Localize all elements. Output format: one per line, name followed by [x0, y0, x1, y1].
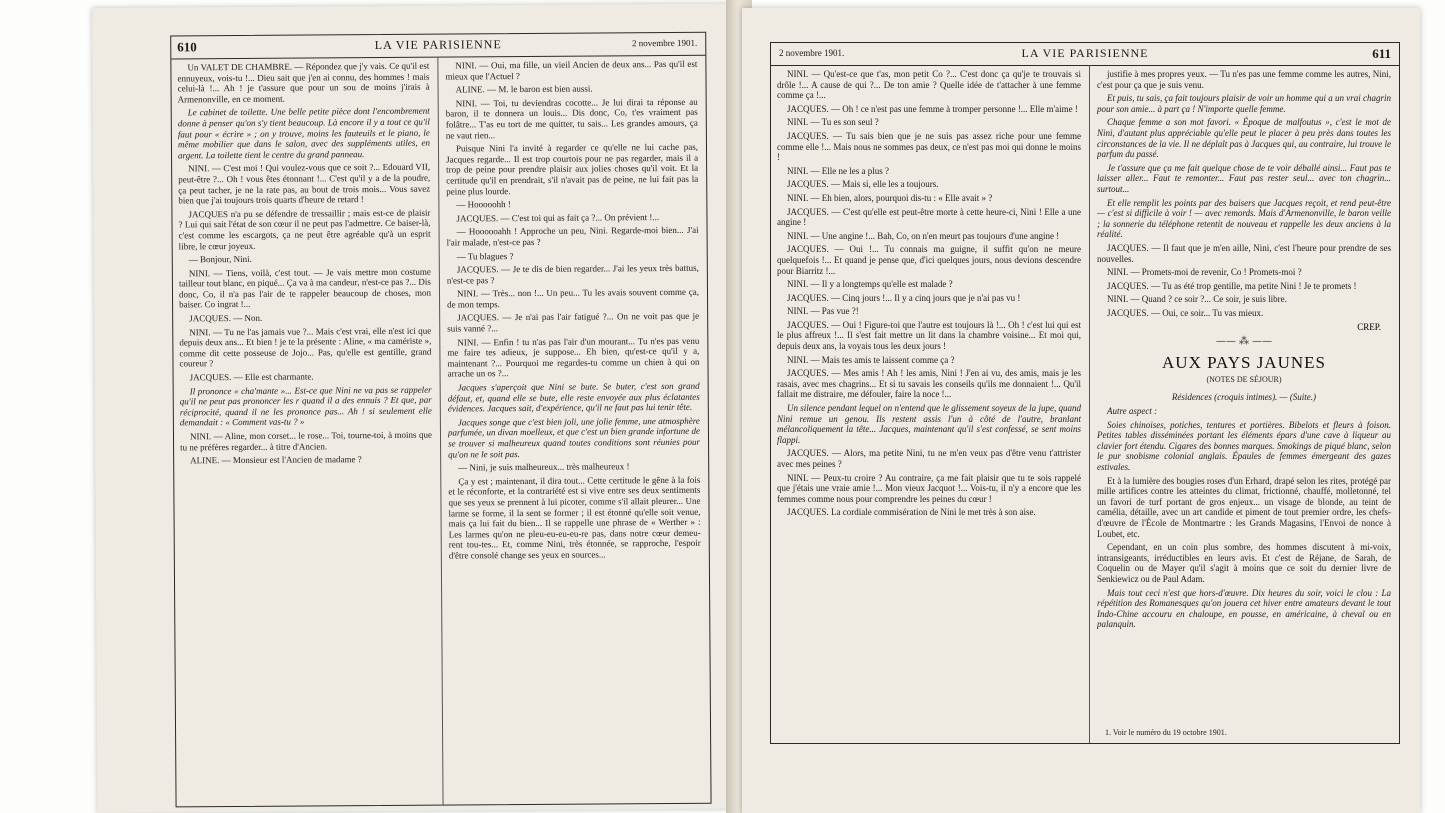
right-column-1 [777, 69, 1081, 739]
dialogue-continued [1097, 69, 1391, 318]
masthead: LA VIE PARISIENNE [1021, 46, 1149, 60]
article-intro: Résidences (croquis intimes). — (Suite.) [1171, 392, 1317, 403]
article-body [1097, 406, 1391, 630]
text-paragraph: — Tu blagues ? [456, 250, 514, 261]
left-column-1 [177, 61, 434, 803]
author-signature: CREP. [1357, 322, 1381, 333]
text-paragraph: NINI. — Tiens, voilà, c'est tout. — Je vais mettre mon costume tailleur tout blanc, en piqué... Ça va à ma candeur, n'est-ce pas ?... Dis donc, Co, il n'a pas l'air de te rappeler beaucoup de choses, mon baiser. Co ingrat !... [178, 266, 432, 310]
text-paragraph: NINI. — Eh bien, alors, pourquoi dis-tu : « Elle avait » ? [787, 192, 993, 203]
text-paragraph: NINI. — Qu'est-ce que t'as, mon petit Co ?... C'est donc ça qu'je te trouvais si drôle !... A cause de qui ?... De ton amie ? Quelle idée de t'attacher à une femme comme ça !... [777, 69, 1081, 101]
text-paragraph: JACQUES. — Il faut que je m'en aille, Nini, c'est l'heure pour prendre de ses nouvelles. [1097, 242, 1391, 264]
text-paragraph: — Bonjour, Nini. [188, 253, 252, 265]
text-paragraph: NINI. — Tu es son seul ? [787, 117, 879, 128]
text-paragraph: NINI. — Mais tes amis te laissent comme ça ? [787, 354, 955, 365]
text-paragraph: NINI. — Aline, mon corset... le rose... Toi, tourne-toi, à moins que tu ne préfères regarder... à titre d'Ancien. [180, 429, 433, 452]
text-paragraph: NINI. — Quand ? ce soir ?... Ce soir, je suis libre. [1107, 294, 1287, 305]
text-paragraph: JACQUES. — Oh ! ce n'est pas une femme à tromper personne !... Elle m'aime ! [787, 103, 1078, 114]
text-paragraph: JACQUES. — Je te dis de bien regarder... J'ai les yeux très battus, n'est-ce pas ? [446, 262, 699, 286]
text-paragraph: Et elle remplit les points par des baisers que Jacques reçoit, et rend peut-être — c'est si difficile à voir ! — avec remords. Mais d'Armenonville, le baron veille ; la sonnerie du téléphone retentit de nouveau et rappelle les deux anciens à la réalité. [1097, 197, 1391, 240]
text-paragraph: NINI. — Elle ne les a plus ? [787, 165, 889, 176]
text-paragraph: Le cabinet de toilette. Une belle petite pièce dont l'encombrement donne à penser qu'on s'y tient beaucoup. Là encore il y a tout ce qu'il faut pour « écrire » ; on y trouve, moins les fauteuils et le piano, le même mobilier que dans le salon, avec des suppléments utiles, en argent. La toilette tient le centre du grand panneau. [177, 106, 430, 161]
right-page-frame [770, 42, 1400, 744]
text-paragraph: Puisque Nini l'a invité à regarder ce qu'elle ne lui cache pas, Jacques regarde... Il est trop courtois pour ne pas regarder, mais il a trop de peine pour prendre plaisir aux jolies choses qu'il voit. Et la certitude qu'il en prendrait, s'il n'avait pas de peine, ne lui fait pas la peine plus lourde. [446, 141, 699, 197]
text-paragraph: justifie à mes propres yeux. — Tu n'es pas une femme comme les autres, Nini, c'est pour ça que je suis venu. [1097, 69, 1391, 90]
text-paragraph: NINI. — Il y a longtemps qu'elle est malade ? [787, 279, 953, 290]
text-paragraph: NINI. — Toi, tu deviendras cocotte... Je lui dirai ta réponse au baron, il te donnera un louis... Dis donc, Co, t'es vraiment pas folâtre... T'as eu tort de me quitter, tu sais... Les grandes amours, ça ne vaut rien... [445, 96, 698, 141]
section-ornament: —— ⁂ —— [1215, 336, 1273, 348]
text-paragraph: — Hooooohh ! [456, 199, 511, 210]
text-paragraph: JACQUES. — C'est qu'elle est peut-être morte à cette heure-ci, Nini ! Elle a une angine ! [777, 206, 1081, 228]
text-paragraph: JACQUES. — Oui !... Tu connais ma guigne, il suffit qu'on ne meure quelquefois !... Et quand je pense que, d'ici quelques jours, nous devions descendre pour Biarritz !... [777, 244, 1081, 276]
text-paragraph: ALINE. — M. le baron est bien aussi. [455, 83, 593, 95]
text-paragraph: JACQUES. — Mes amis ! Ah ! les amis, Nini ! J'en ai vu, des amis, mais je les rasais, avec mes chagrins... Et si tu savais les conseils qu'ils me donnaient !... Qu'il fallait me distraire, me défouler, faire la noce !... [777, 368, 1081, 400]
left-page-header [171, 33, 705, 60]
text-paragraph: NINI. — Peux-tu croire ? Au contraire, ça me fait plaisir que tu te sois rappelé que j'étais une vraie amie !... Mon vieux Jacquot !... Vois-tu, il n'y a encore que les femmes comme nous pour comprendre les peines du cœur ! [777, 472, 1081, 504]
article-subtitle: (NOTES DE SÉJOUR) [1206, 375, 1282, 385]
text-paragraph: Un silence pendant lequel on n'entend que le glissement soyeux de la jupe, quand Nini remue un genou. Ils restent assis l'un à côté de l'autre, branlant mélancoliquement la tête... Jacques, maintenant qu'il s'est confessé, se sent moins flappi. [777, 403, 1081, 445]
issue-date: 2 novembre 1901. [779, 48, 845, 58]
text-paragraph: JACQUES. — Je n'ai pas l'air fatigué ?... On ne voit pas que je suis vanné ?... [447, 311, 700, 334]
article-title: AUX PAYS JAUNES [1162, 353, 1326, 373]
text-paragraph: JACQUES. — Alors, ma petite Nini, tu ne m'en veux pas d'être venu t'attrister avec mes peines ? [777, 448, 1081, 469]
text-paragraph: NINI. — Oui, ma fille, un vieil Ancien de deux ans... Pas qu'il est mieux que l'Actuel ? [445, 58, 698, 82]
page-number: 611 [1372, 46, 1391, 61]
text-paragraph: JACQUES. — C'est toi qui as fait ça ?... On prévient !... [456, 211, 660, 224]
text-paragraph: Ça y est ; maintenant, il dira tout... Cette certitude le gêne à la fois et le réconforte, et la contrariété est si vive entre ses deux sentiments que ses yeux se prennent à lui picoter, comme s'il allait pleurer... Une larme se forme, il la sent se former ; il est étonné qu'elle soit venue, mais ça lui fait du bien... Il se rappelle une phrase de « Werther » : Les larmes qu'on ne pleu-eu-eu-eu-re pas, dans notre cœur demeu-rent tou-tes... Et, comme Nini, très étonnée, se rapproche, l'espoir d'être consolé change ses yeux en sources... [448, 474, 701, 561]
masthead: LA VIE PARISIENNE [374, 37, 502, 53]
column-rule [1089, 65, 1090, 743]
text-paragraph: Il prononce « cha'mante »... Est-ce que Nini ne va pas se rappeler qu'il ne peut pas prononcer les r quand il a des ennuis ? Et que, par réciprocité, quand il ne les prononce pas... Ah ! si seulement elle demandait : « Comment vas-tu ? » [179, 384, 432, 428]
text-paragraph: JACQUES. — Non. [189, 312, 263, 324]
text-paragraph: Cependant, en un coin plus sombre, des hommes discutent à mi-voix, intransigeants, irréductibles en leurs avis. Et c'est de Réjane, de Sarah, de Coquelin ou de Mayer qu'il s'agit à moins que ce soit du dernier livre de Senkiewicz ou de Paul Adam. [1097, 542, 1391, 584]
left-column-2 [445, 59, 702, 801]
right-page [742, 8, 1420, 813]
issue-date: 2 novembre 1901. [631, 37, 698, 49]
text-paragraph: Jacques s'aperçoit que Nini se bute. Se buter, c'est son grand défaut, et, quand elle se bute, elle reste envoyée aux plus éclatantes évidences. Jacques sait, d'expérience, qu'il ne faut pas lui tenir tête. [447, 380, 700, 414]
text-paragraph: Soies chinoises, potiches, tentures et portières. Bibelots et fleurs à foison. Petites tables disséminées portant les éléments épars d'une cave à liqueur au clavier fort étendu. Cigares des bonnes marques. Smokings de piqué blanc, selon le pur snobisme colonial anglais. Épaules de femmes émergeant des gazes estivales. [1097, 419, 1391, 473]
text-paragraph: JACQUES. — Oui ! Figure-toi que l'autre est toujours là !... Oh ! c'est lui qui est le plus affreux !... Il s'est fait mettre un lit dans la chambre voisine... Et moi qui, depuis deux ans, la voyais tous les deux jours ! [777, 319, 1081, 352]
text-paragraph: — Hoooooahh ! Approche un peu, Nini. Regarde-moi bien... J'ai l'air malade, n'est-ce pas ? [446, 225, 699, 248]
text-paragraph: NINI. — Pas vue ?! [787, 306, 859, 317]
left-page-frame [170, 32, 711, 808]
text-paragraph: JACQUES. — Oui, ce soir... Tu vas mieux. [1107, 307, 1264, 318]
column-rule [437, 57, 443, 805]
text-paragraph: NINI. — Très... non !... Un peu... Tu les avais souvent comme ça, de mon temps. [447, 287, 700, 310]
text-paragraph: NINI. — Une angine !... Bah, Co, on n'en meurt pas toujours d'une angine ! [787, 230, 1060, 241]
text-paragraph: ALINE. — Monsieur est l'Ancien de madame ? [190, 454, 362, 466]
text-paragraph: NINI. — C'est moi ! Qui voulez-vous que ce soit ?... Edouard VII, peut-être ?... Oh ! vous êtes étonnant !... C'est qu'il y a de la poudre, ça peut tacher, je ne la rate pas, au bout de trois mois... Vous savez bien que j'ai toujours trois quarts d'heure de retard ! [178, 161, 431, 206]
text-paragraph: Un VALET DE CHAMBRE. — Répondez que j'y vais. Ce qu'il est ennuyeux, vois-tu !... Dieu sait que j'en ai connu, des hommes ! mais celui-là !... Ah ! je t'assure que pour un sou de moins j'irais à Armenonville, en ce moment. [177, 60, 430, 105]
right-page-header [771, 43, 1399, 66]
text-paragraph: JACQUES. La cordiale commisération de Nini le met très à son aise. [787, 507, 1036, 518]
right-column-2 [1097, 69, 1391, 739]
text-paragraph: Chaque femme a son mot favori. « Époque de malfoutus », c'est le mot de Nini, d'autant plus appréciable qu'elle peut le placer à peu près dans toutes les circonstances de la vie. Il ne déplaît pas à Jacques qui, au contraire, lui trouve le parfum du passé. [1097, 117, 1391, 160]
text-paragraph: JACQUES. — Tu as été trop gentille, ma petite Nini ! Je te promets ! [1107, 280, 1357, 291]
text-paragraph: JACQUES n'a pu se défendre de tressaillir ; mais est-ce de plaisir ? Lui qui sait l'état de son cœur il ne peut pas l'admettre. Ce baiser-là, c'est comme les escargots, ça ne peut être agréable qu'à un esprit libre, le cœur joyeux. [178, 207, 431, 251]
text-paragraph: Mais tout ceci n'est que hors-d'œuvre. Dix heures du soir, voici le clou : La répétition des Romanesques qu'on jouera cet hiver entre amateurs devant le tout Indo-Chine accouru en chaloupe, en pousse, en américaine, à cheval ou en palanquin. [1097, 587, 1391, 630]
text-paragraph: JACQUES. — Tu sais bien que je ne suis pas assez riche pour une femme comme elle !... Mais nous ne sommes pas deux, ce n'est pas moi qui donne le moins ! [777, 130, 1081, 163]
text-paragraph: JACQUES. — Elle est charmante. [189, 371, 314, 383]
text-paragraph: — Nini, je suis malheureux... très malheureux ! [458, 461, 630, 473]
text-paragraph: Je t'assure que ça me fait quelque chose de te voir déballé ainsi... Faut pas te laisser aller... Faut te remonter... Faut pas rester seul... avec ton chagrin... surtout... [1097, 162, 1391, 194]
footnote: 1. Voir le numéro du 19 octobre 1901. [1105, 728, 1227, 737]
text-paragraph: Autre aspect : [1107, 406, 1158, 417]
text-paragraph: Et puis, tu sais, ça fait toujours plaisir de voir un homme qui a un vrai chagrin pour son amie... à part ça ! N'importe quelle femme. [1097, 93, 1391, 114]
text-paragraph: Jacques songe que c'est bien joli, une jolie femme, une atmosphère parfumée, un divan moelleux, et que c'est un bien grande infortune de se trouver si malheureux quand toutes conditions sont réunies pour qu'on ne le soit pas. [447, 415, 701, 460]
left-page [92, 4, 738, 813]
text-paragraph: JACQUES. — Cinq jours !... Il y a cinq jours que je n'ai pas vu ! [787, 292, 1021, 303]
text-paragraph: NINI. — Enfin ! tu n'as pas l'air d'un mourant... Tu n'es pas venu me faire tes adieux, je suppose... Eh bien, qu'est-ce qu'il y a, maintenant ?... Pourquoi me regardes-tu comme un chien à qui on arrache un os ?... [447, 335, 700, 379]
text-paragraph: JACQUES. — Mais si, elle les a toujours. [787, 179, 939, 190]
text-paragraph: NINI. — Promets-moi de revenir, Co ! Promets-moi ? [1107, 267, 1302, 278]
text-paragraph: Et à la lumière des bougies roses d'un Erhard, drapé selon les rites, protégé par mille artifices contre les atteintes du climat, frictionné, chauffé, molletonné, tel un favori de turf portant de gros enjeux... un visage de blonde, au teint de camélia, détaille, avec un art candide et piment de tout premier ordre, les chefs-d'œuvre de l'École de Montmartre : les Grands Magasins, l'Envoi de nonce à Loubet, etc. [1097, 475, 1391, 539]
text-paragraph: NINI. — Tu ne l'as jamais vue ?... Mais c'est vrai, elle n'est ici que depuis deux ans... Et bien ! je te la présente : Aline, « ma camériste », comme dit cette posseuse de Jojo... Pas, qu'elle est gentille, grand coureur ? [179, 325, 432, 369]
page-number: 610 [177, 39, 197, 55]
